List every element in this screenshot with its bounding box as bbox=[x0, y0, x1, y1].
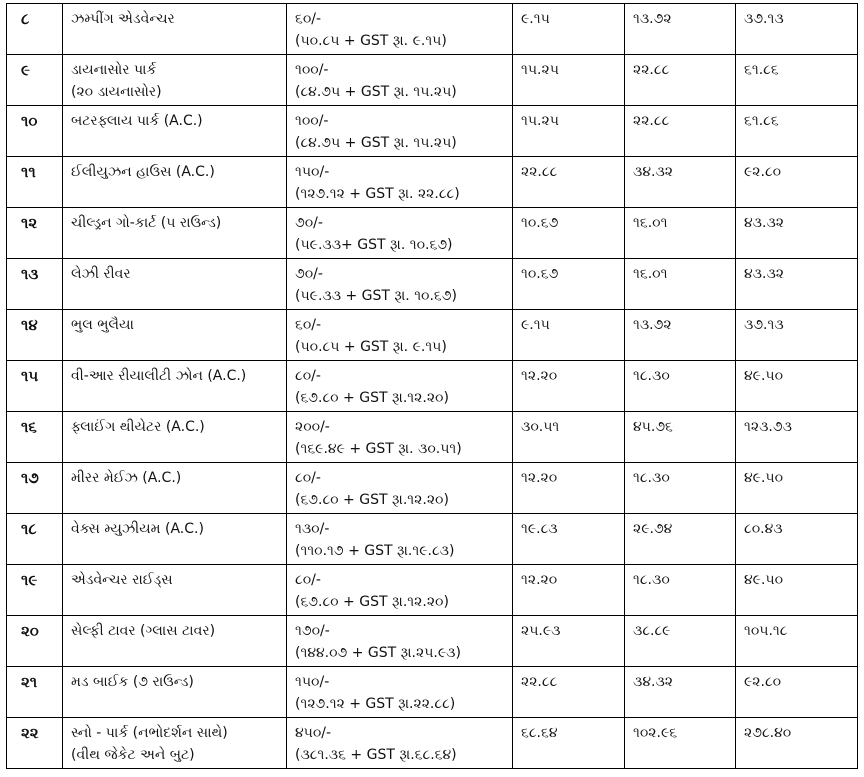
value-2: ૨૯.૭૪ bbox=[633, 521, 673, 537]
serial-number: ૨૦ bbox=[21, 622, 39, 640]
attraction-name: ભુલ ભુલૈયા bbox=[71, 317, 134, 333]
rates-table-body bbox=[7, 4, 858, 769]
value-2: ૩૪.૩૨ bbox=[633, 674, 673, 690]
value-cell-1 bbox=[513, 463, 625, 514]
value-cell-1 bbox=[513, 412, 625, 463]
price-value: ૧૫૦/- bbox=[295, 674, 330, 690]
serial-number-cell bbox=[7, 4, 63, 55]
value-2: ૧૩.૭૨ bbox=[633, 317, 672, 333]
serial-number-cell bbox=[7, 718, 63, 769]
rates-table bbox=[6, 3, 858, 769]
value-cell-2 bbox=[625, 4, 736, 55]
serial-number-cell bbox=[7, 310, 63, 361]
value-cell-3 bbox=[736, 106, 858, 157]
value-3: ૯૨.૮૦ bbox=[744, 164, 782, 180]
table-row bbox=[7, 667, 858, 718]
attraction-name: એડવેન્ચર રાઈડ્સ bbox=[71, 572, 173, 588]
value-3: ૬૧.૮૬ bbox=[744, 113, 779, 129]
value-3: ૯૨.૮૦ bbox=[744, 674, 782, 690]
table-row bbox=[7, 412, 858, 463]
value-2: ૨૨.૮૮ bbox=[633, 62, 670, 78]
price-breakdown: (૬૭.૮૦ + GST રૂા.૧૨.૨૦) bbox=[295, 390, 449, 406]
price-value: ૮૦/- bbox=[295, 368, 321, 384]
price-cell bbox=[287, 4, 513, 55]
price-cell bbox=[287, 55, 513, 106]
price-value: ૭૦/- bbox=[295, 266, 323, 282]
value-cell-3 bbox=[736, 616, 858, 667]
serial-number: ૧૮ bbox=[21, 520, 37, 538]
table-row bbox=[7, 565, 858, 616]
serial-number: ૯ bbox=[21, 61, 30, 79]
serial-number: ૨૨ bbox=[21, 724, 39, 742]
value-cell-2 bbox=[625, 565, 736, 616]
price-value: ૮૦/- bbox=[295, 470, 321, 486]
table-row bbox=[7, 208, 858, 259]
value-cell-3 bbox=[736, 310, 858, 361]
attraction-cell bbox=[63, 463, 287, 514]
value-1: ૨૨.૮૮ bbox=[521, 164, 558, 180]
attraction-name: સેલ્ફી ટાવર (ગ્લાસ ટાવર) bbox=[71, 623, 216, 639]
attraction-name: વી-આર રીયાલીટી ઝોન (A.C.) bbox=[71, 368, 247, 384]
value-3: ૩૭.૧૩ bbox=[744, 317, 784, 333]
value-cell-3 bbox=[736, 208, 858, 259]
value-3: ૪૯.૫૦ bbox=[744, 368, 784, 384]
value-2: ૧૦૨.૯૬ bbox=[633, 725, 678, 741]
price-breakdown: (૮૪.૭૫ + GST રૂા. ૧૫.૨૫) bbox=[295, 135, 457, 151]
price-value: ૧૫૦/- bbox=[295, 164, 330, 180]
value-cell-3 bbox=[736, 412, 858, 463]
serial-number-cell bbox=[7, 667, 63, 718]
table-row bbox=[7, 106, 858, 157]
serial-number: ૧૬ bbox=[21, 418, 37, 436]
value-cell-2 bbox=[625, 208, 736, 259]
serial-number-cell bbox=[7, 55, 63, 106]
value-cell-2 bbox=[625, 361, 736, 412]
value-1: ૧૦.૬૭ bbox=[521, 215, 559, 231]
value-cell-2 bbox=[625, 55, 736, 106]
serial-number-cell bbox=[7, 514, 63, 565]
attraction-cell bbox=[63, 514, 287, 565]
price-breakdown: (૬૭.૮૦ + GST રૂા.૧૨.૨૦) bbox=[295, 594, 449, 610]
value-cell-2 bbox=[625, 463, 736, 514]
attraction-name: મીરર મેઈઝ (A.C.) bbox=[71, 470, 182, 486]
price-value: ૭૦/- bbox=[295, 215, 323, 231]
value-cell-2 bbox=[625, 667, 736, 718]
value-cell-1 bbox=[513, 310, 625, 361]
value-1: ૧૫.૨૫ bbox=[521, 113, 559, 129]
price-cell bbox=[287, 259, 513, 310]
value-cell-1 bbox=[513, 616, 625, 667]
value-cell-2 bbox=[625, 106, 736, 157]
serial-number-cell bbox=[7, 412, 63, 463]
serial-number: ૧૦ bbox=[21, 112, 38, 130]
value-cell-1 bbox=[513, 565, 625, 616]
value-cell-1 bbox=[513, 718, 625, 769]
table-row bbox=[7, 514, 858, 565]
serial-number: ૧૫ bbox=[21, 367, 39, 385]
value-cell-2 bbox=[625, 718, 736, 769]
table-row bbox=[7, 55, 858, 106]
attraction-name-note: (૨૦ ડાયનાસોર) bbox=[71, 84, 162, 100]
value-3: ૪૩.૩૨ bbox=[744, 215, 784, 231]
price-breakdown: (૧૨૭.૧૨ + GST રૂા. ૨૨.૮૮) bbox=[295, 186, 460, 202]
table-row bbox=[7, 463, 858, 514]
value-cell-3 bbox=[736, 361, 858, 412]
value-2: ૧૬.૦૧ bbox=[633, 215, 668, 231]
price-value: ૧૦૦/- bbox=[295, 113, 329, 129]
value-cell-3 bbox=[736, 259, 858, 310]
price-value: ૧૩૦/- bbox=[295, 521, 330, 537]
value-3: ૧૨૩.૭૩ bbox=[744, 419, 792, 435]
attraction-cell bbox=[63, 412, 287, 463]
price-breakdown: (૮૪.૭૫ + GST રૂા. ૧૫.૨૫) bbox=[295, 84, 457, 100]
value-3: ૬૧.૮૬ bbox=[744, 62, 779, 78]
serial-number-cell bbox=[7, 361, 63, 412]
price-cell bbox=[287, 412, 513, 463]
value-cell-1 bbox=[513, 667, 625, 718]
price-cell bbox=[287, 106, 513, 157]
attraction-name: ઈલીયુઝન હાઉસ (A.C.) bbox=[71, 164, 215, 180]
value-2: ૧૬.૦૧ bbox=[633, 266, 668, 282]
attraction-name: ડાયનાસોર પાર્ક bbox=[71, 62, 157, 78]
price-value: ૧૦૦/- bbox=[295, 62, 329, 78]
price-breakdown: (૧૬૯.૪૯ + GST રૂા. ૩૦.૫૧) bbox=[295, 441, 462, 457]
value-cell-1 bbox=[513, 55, 625, 106]
attraction-cell bbox=[63, 157, 287, 208]
attraction-cell bbox=[63, 361, 287, 412]
value-cell-1 bbox=[513, 361, 625, 412]
attraction-name: બટરફ્લાય પાર્ક (A.C.) bbox=[71, 113, 203, 129]
table-row bbox=[7, 718, 858, 769]
serial-number: ૧૨ bbox=[21, 214, 38, 232]
value-1: ૧૯.૮૩ bbox=[521, 521, 558, 537]
price-cell bbox=[287, 157, 513, 208]
serial-number-cell bbox=[7, 565, 63, 616]
serial-number-cell bbox=[7, 106, 63, 157]
table-row bbox=[7, 310, 858, 361]
value-1: ૨૨.૮૮ bbox=[521, 674, 558, 690]
value-cell-3 bbox=[736, 718, 858, 769]
attraction-cell bbox=[63, 106, 287, 157]
price-cell bbox=[287, 514, 513, 565]
attraction-name: ફ્લાઈંગ થીયેટર (A.C.) bbox=[71, 419, 205, 435]
price-value: ૧૭૦/- bbox=[295, 623, 330, 639]
price-value: ૮૦/- bbox=[295, 572, 321, 588]
price-value: ૬૦/- bbox=[295, 11, 322, 27]
price-cell bbox=[287, 310, 513, 361]
serial-number: ૧૩ bbox=[21, 265, 39, 283]
value-1: ૯.૧૫ bbox=[521, 317, 550, 333]
attraction-cell bbox=[63, 55, 287, 106]
attraction-name: વેક્સ મ્યુઝીયમ (A.C.) bbox=[71, 521, 204, 537]
value-cell-1 bbox=[513, 259, 625, 310]
value-cell-1 bbox=[513, 514, 625, 565]
value-cell-2 bbox=[625, 412, 736, 463]
serial-number-cell bbox=[7, 616, 63, 667]
serial-number: ૨૧ bbox=[21, 673, 38, 691]
value-1: ૨૫.૯૩ bbox=[521, 623, 561, 639]
value-2: ૧૮.૩૦ bbox=[633, 470, 670, 486]
price-cell bbox=[287, 667, 513, 718]
attraction-cell bbox=[63, 310, 287, 361]
price-breakdown: (૫૯.૩૩ + GST રૂા. ૧૦.૬૭) bbox=[295, 288, 457, 304]
table-row bbox=[7, 157, 858, 208]
value-1: ૧૫.૨૫ bbox=[521, 62, 559, 78]
price-breakdown: (૫૯.૩૩+ GST રૂા. ૧૦.૬૭) bbox=[295, 237, 453, 253]
serial-number: ૧૭ bbox=[21, 469, 39, 487]
price-breakdown: (૫૦.૮૫ + GST રૂા. ૯.૧૫) bbox=[295, 339, 447, 355]
price-breakdown: (૩૮૧.૩૬ + GST રૂા.૬૮.૬૪) bbox=[295, 747, 457, 763]
table-row bbox=[7, 4, 858, 55]
value-cell-1 bbox=[513, 106, 625, 157]
value-cell-1 bbox=[513, 208, 625, 259]
serial-number-cell bbox=[7, 259, 63, 310]
value-1: ૯.૧૫ bbox=[521, 11, 550, 27]
price-value: ૪૫૦/- bbox=[295, 725, 332, 741]
value-cell-3 bbox=[736, 565, 858, 616]
value-3: ૮૦.૪૩ bbox=[744, 521, 783, 537]
value-1: ૧૨.૨૦ bbox=[521, 572, 558, 588]
price-cell bbox=[287, 361, 513, 412]
table-row bbox=[7, 361, 858, 412]
serial-number: ૧૪ bbox=[21, 316, 38, 334]
value-1: ૧૦.૬૭ bbox=[521, 266, 559, 282]
value-cell-3 bbox=[736, 463, 858, 514]
attraction-name-note: (વીથ જેકેટ અને બુટ) bbox=[71, 747, 195, 763]
value-2: ૪૫.૭૬ bbox=[633, 419, 673, 435]
price-cell bbox=[287, 208, 513, 259]
value-2: ૩૮.૮૯ bbox=[633, 623, 671, 639]
price-cell bbox=[287, 463, 513, 514]
value-cell-3 bbox=[736, 4, 858, 55]
value-cell-3 bbox=[736, 667, 858, 718]
serial-number-cell bbox=[7, 157, 63, 208]
value-cell-2 bbox=[625, 157, 736, 208]
value-2: ૧૮.૩૦ bbox=[633, 368, 670, 384]
attraction-cell bbox=[63, 616, 287, 667]
price-value: ૬૦/- bbox=[295, 317, 322, 333]
value-cell-1 bbox=[513, 157, 625, 208]
attraction-name: મડ બાઈક (૭ રાઉન્ડ) bbox=[71, 674, 194, 690]
attraction-cell bbox=[63, 718, 287, 769]
value-1: ૧૨.૨૦ bbox=[521, 470, 558, 486]
attraction-name: સ્નો - પાર્ક (નભોદર્શન સાથે) bbox=[71, 725, 228, 741]
value-1: ૩૦.૫૧ bbox=[521, 419, 560, 435]
price-cell bbox=[287, 565, 513, 616]
value-2: ૧૮.૩૦ bbox=[633, 572, 670, 588]
value-cell-2 bbox=[625, 514, 736, 565]
serial-number-cell bbox=[7, 463, 63, 514]
attraction-name: ચીલ્ડ્રન ગો-કાર્ટ (૫ રાઉન્ડ) bbox=[71, 215, 222, 231]
attraction-cell bbox=[63, 565, 287, 616]
value-cell-2 bbox=[625, 259, 736, 310]
value-2: ૨૨.૮૮ bbox=[633, 113, 670, 129]
value-3: ૪૯.૫૦ bbox=[744, 572, 784, 588]
attraction-cell bbox=[63, 208, 287, 259]
price-breakdown: (૧૧૦.૧૭ + GST રૂા.૧૯.૮૩) bbox=[295, 543, 455, 559]
attraction-name: લેઝી રીવર bbox=[71, 266, 131, 282]
price-cell bbox=[287, 616, 513, 667]
value-2: ૩૪.૩૨ bbox=[633, 164, 673, 180]
value-cell-2 bbox=[625, 616, 736, 667]
price-breakdown: (૬૭.૮૦ + GST રૂા.૧૨.૨૦) bbox=[295, 492, 449, 508]
value-3: ૪૩.૩૨ bbox=[744, 266, 784, 282]
table-row bbox=[7, 259, 858, 310]
price-value: ૨૦૦/- bbox=[295, 419, 330, 435]
price-breakdown: (૧૪૪.૦૭ + GST રૂા.૨૫.૯૩) bbox=[295, 645, 461, 661]
serial-number: ૧૯ bbox=[21, 571, 38, 589]
serial-number-cell bbox=[7, 208, 63, 259]
value-1: ૬૮.૬૪ bbox=[521, 725, 558, 741]
value-3: ૧૦૫.૧૮ bbox=[744, 623, 788, 639]
value-cell-3 bbox=[736, 55, 858, 106]
value-3: ૨૭૮.૪૦ bbox=[744, 725, 792, 741]
price-breakdown: (૧૨૭.૧૨ + GST રૂા.૨૨.૮૮) bbox=[295, 696, 456, 712]
value-cell-1 bbox=[513, 4, 625, 55]
serial-number: ૧૧ bbox=[21, 163, 36, 181]
attraction-cell bbox=[63, 667, 287, 718]
price-breakdown: (૫૦.૮૫ + GST રૂા. ૯.૧૫) bbox=[295, 33, 447, 49]
attraction-cell bbox=[63, 259, 287, 310]
table-row bbox=[7, 616, 858, 667]
value-3: ૪૯.૫૦ bbox=[744, 470, 784, 486]
value-cell-3 bbox=[736, 514, 858, 565]
value-cell-2 bbox=[625, 310, 736, 361]
value-3: ૩૭.૧૩ bbox=[744, 11, 784, 27]
value-1: ૧૨.૨૦ bbox=[521, 368, 558, 384]
serial-number: ૮ bbox=[21, 10, 30, 28]
value-2: ૧૩.૭૨ bbox=[633, 11, 672, 27]
value-cell-3 bbox=[736, 157, 858, 208]
price-cell bbox=[287, 718, 513, 769]
attraction-cell bbox=[63, 4, 287, 55]
attraction-name: ઝમ્પીંગ એડવેન્ચર bbox=[71, 11, 175, 27]
